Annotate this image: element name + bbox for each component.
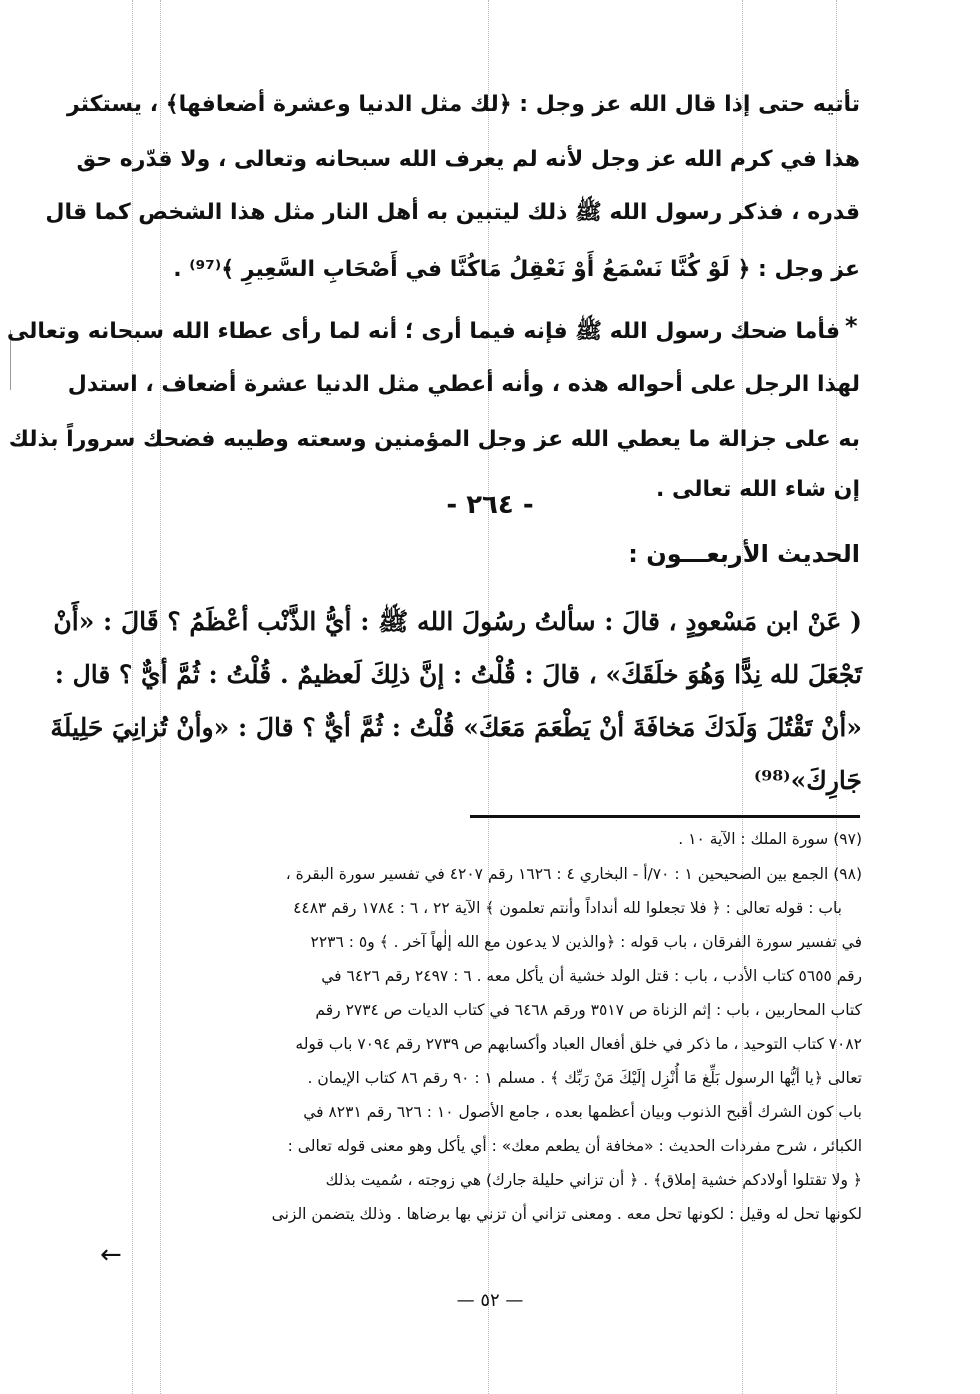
- text-line: فأما ضحك رسول الله ﷺ فإنه فيما أرى ؛ أنه لما رأى عطاء الله سبحانه وتعالى: [6, 319, 840, 344]
- text-line: جَارِكَ»⁽⁹⁸⁾: [753, 766, 862, 795]
- footnote-line: كتاب المحاربين ، باب : إثم الزناة ص ٣٥١٧ ورقم ٦٤٦٨ في كتاب الديات ص ٢٧٣٤ رقم: [315, 1001, 862, 1019]
- continuation-arrow-icon: ←: [100, 1240, 122, 1270]
- footnote-line: (٩٧) سورة الملك : الآية ١٠ .: [678, 830, 862, 848]
- text-line: تَجْعَلَ لله نِدًّا وَهُوَ خلَقَكَ» ، قالَ : قُلْتُ : إنَّ ذلِكَ لَعظيمٌ . قُلْتُ : ثُمَّ أيٌّ ؟ قال :: [54, 660, 862, 689]
- text-line: «أنْ تَقْتُلَ وَلَدَكَ مَخافَةَ أنْ يَطْعَمَ مَعَكَ» قُلْتُ : ثُمَّ أيٌّ ؟ قالَ : «وأنْ تُزانِيَ حَلِيلَةَ: [50, 713, 862, 742]
- text-line: به على جزالة ما يعطي الله عز وجل المؤمنين وسعته وطيبه فضحك سروراً بذلك: [8, 427, 860, 452]
- text-line: تأتيه حتى إذا قال الله عز وجل : ﴿لك مثل الدنيا وعشرة أضعافها﴾ ، يستكثر: [66, 92, 860, 117]
- footnote-separator: [470, 815, 860, 818]
- section-number: - ٢٦٤ -: [446, 490, 534, 520]
- hadith-heading: الحديث الأربعـــون :: [628, 540, 860, 568]
- text-line: هذا في كرم الله عز وجل لأنه لم يعرف الله سبحانه وتعالى ، ولا قدّره حق: [76, 147, 860, 172]
- page-number: — ٥٢ —: [456, 1290, 524, 1311]
- footnote-line: باب كون الشرك أقبح الذنوب وبيان أعظمها بعده ، جامع الأصول ١٠ : ٦٢٦ رقم ٨٢٣١ في: [303, 1103, 862, 1121]
- footnote-line: ٧٠٨٢ كتاب التوحيد ، ما ذكر في خلق أفعال العباد وأكسابهم ص ٢٧٣٩ رقم ٧٠٩٤ باب قوله: [295, 1035, 862, 1053]
- footnote-line: لكونها تحل له وقيل : لكونها تحل معه . ومعنى تزاني أن تزني بها برضاها . وذلك يتضمن الزنى: [271, 1205, 862, 1223]
- footnote-line: تعالى ﴿يا أيُّها الرسول بَلِّغ مَا أُنْزِل إلَيْكَ مَنْ رَبِّك ﴾ . مسلم ١ : ٩٠ رقم ٨٦ كتاب الإيمان .: [307, 1069, 862, 1087]
- footnote-line: رقم ٥٦٥٥ كتاب الأدب ، باب : قتل الولد خشية أن يأكل معه . ٦ : ٢٤٩٧ رقم ٦٤٢٦ في: [321, 967, 862, 985]
- text-line: ( عَنْ ابن مَسْعودٍ ، قالَ : سألتُ رسُولَ الله ﷺ : أيُّ الذَّنْب أعْظَمُ ؟ قَالَ : «أَنْ: [53, 607, 862, 636]
- footnote-line: ﴿ ولا تقتلوا أولادكم خشية إملاق﴾ . ﴿ أن تزاني حليلة جارك) هي زوجته ، سُميت بذلك: [325, 1171, 862, 1189]
- text-line: لهذا الرجل على أحواله هذه ، وأنه أعطي مثل الدنيا عشرة أضعاف ، استدل: [67, 372, 860, 397]
- bullet-asterisk: *: [845, 312, 858, 340]
- text-line: عز وجل : ﴿ لَوْ كُنَّا نَسْمَعُ أَوْ نَعْقِلُ مَاكُنَّا في أَصْحَابِ السَّعِيرِ ﴾⁽⁹⁷⁾ .: [173, 257, 860, 282]
- footnote-line: في تفسير سورة الفرقان ، باب قوله : ﴿والذين لا يدعون مع الله إلٰهاً آخر . ﴾ و٥ : ٢٢٣٦: [310, 933, 862, 951]
- footnote-line: الكبائر ، شرح مفردات الحديث : «مخافة أن يطعم معك» : أي يأكل وهو معنى قوله تعالى :: [287, 1137, 862, 1155]
- text-line: إن شاء الله تعالى .: [655, 477, 860, 502]
- footnote-line: (٩٨) الجمع بين الصحيحين ١ : ٧٠/أ - البخاري ٤ : ١٦٢٦ رقم ٤٢٠٧ في تفسير سورة البقرة ،: [285, 865, 862, 883]
- footnote-line: باب : قوله تعالى : ﴿ فلا تجعلوا لله أنداداً وأنتم تعلمون ﴾ الآية ٢٢ ، ٦ : ١٧٨٤ رقم ٤٤٨٣: [293, 899, 842, 917]
- text-line: قدره ، فذكر رسول الله ﷺ ذلك ليتبين به أهل النار مثل هذا الشخص كما قال: [45, 200, 860, 225]
